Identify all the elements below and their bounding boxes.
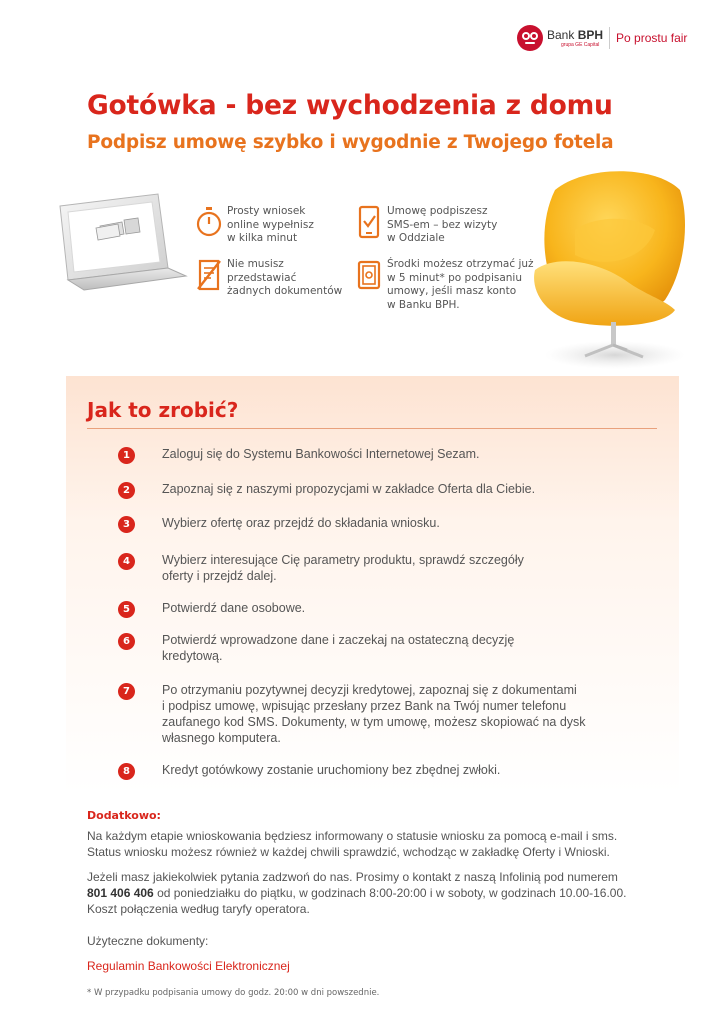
step-item bbox=[118, 552, 642, 584]
feature-text: Prosty wniosek online wypełnisz w kilka minut bbox=[227, 205, 314, 244]
step-text: Kredyt gotówkowy zostanie uruchomiony bez zbędnej zwłoki. bbox=[162, 763, 501, 777]
armchair-illustration-icon bbox=[515, 160, 690, 375]
step-text: Potwierdź dane osobowe. bbox=[162, 601, 306, 615]
stopwatch-icon bbox=[195, 205, 223, 239]
logo-divider bbox=[609, 27, 610, 49]
phone-check-icon bbox=[355, 205, 383, 239]
step-number-badge: 6 bbox=[118, 633, 135, 650]
step-number-badge: 2 bbox=[118, 482, 135, 499]
status-info-paragraph: Na każdym etapie wnioskowania będziesz informowany o statusie wniosku za pomocą e-mail i sms. Status wniosku możesz również w każdej chwili sprawdzić, wchodząc w zakładkę Oferty i Wnioski. bbox=[87, 829, 618, 859]
step-item bbox=[118, 600, 642, 618]
step-number-badge: 8 bbox=[118, 763, 135, 780]
additional-info-title: Dodatkowo: bbox=[87, 809, 161, 822]
electronic-banking-regulations-link[interactable]: Regulamin Bankowości Elektronicznej bbox=[87, 959, 290, 973]
page-subtitle: Podpisz umowę szybko i wygodnie z Twojego fotela bbox=[87, 132, 614, 153]
feature-text: Umowę podpiszesz SMS-em – bez wizyty w Oddziale bbox=[387, 205, 498, 244]
logo-subline: grupa GE Capital bbox=[561, 41, 600, 48]
step-text: Zaloguj się do Systemu Bankowości Internetowej Sezam. bbox=[162, 447, 480, 461]
step-text: Wybierz interesujące Cię parametry produktu, sprawdź szczegóły oferty i przejdź dalej. bbox=[162, 553, 524, 583]
step-item bbox=[118, 632, 642, 664]
step-number-badge: 3 bbox=[118, 516, 135, 533]
money-icon bbox=[355, 258, 383, 292]
how-to-title: Jak to zrobić? bbox=[87, 398, 239, 422]
logo-wordmark: Bank BPH bbox=[547, 27, 604, 42]
feature-simple-application bbox=[195, 205, 314, 246]
step-number-badge: 1 bbox=[118, 447, 135, 464]
feature-text: Nie musisz przedstawiać żadnych dokumentów bbox=[227, 258, 343, 297]
step-text: Zapoznaj się z naszymi propozycjami w zakładce Oferta dla Ciebie. bbox=[162, 482, 536, 496]
step-number-badge: 7 bbox=[118, 683, 135, 700]
infoline-phone-number: 801 406 406 bbox=[87, 886, 154, 900]
step-text: Potwierdź wprowadzone dane i zaczekaj na ostateczną decyzję kredytową. bbox=[162, 633, 515, 663]
step-item bbox=[118, 481, 642, 499]
step-item bbox=[118, 446, 642, 464]
step-number-badge: 4 bbox=[118, 553, 135, 570]
useful-documents-label: Użyteczne dokumenty: bbox=[87, 934, 209, 948]
feature-text: Środki możesz otrzymać już w 5 minut* po podpisaniu umowy, jeśli masz konto w Banku BPH. bbox=[387, 258, 534, 311]
contact-info-paragraph: Jeżeli masz jakiekolwiek pytania zadzwoń do nas. Prosimy o kontakt z naszą Infolinią pod numerem 801 406 406 od poniedziałku do piątku, w godzinach 8:00-20:00 i w soboty, w godzinach 10.00-16.00. Koszt połączenia według taryfy operatora. bbox=[87, 870, 627, 916]
footnote: * W przypadku podpisania umowy do godz. 20:00 w dni powszednie. bbox=[87, 988, 380, 998]
step-text: Po otrzymaniu pozytywnej decyzji kredytowej, zapoznaj się z dokumentami i podpisz umowę, wpisując przesłany przez Bank na Twój numer telefonu zaufanego kod SMS. Dokumenty, w tym umowę, możesz skopiować na dysk własnego komputera. bbox=[162, 683, 586, 745]
step-text: Wybierz ofertę oraz przejdź do składania wniosku. bbox=[162, 516, 440, 530]
feature-no-documents bbox=[195, 258, 342, 299]
no-document-icon bbox=[195, 258, 223, 292]
feature-sms-signature bbox=[355, 205, 497, 246]
feature-fast-funds bbox=[355, 258, 534, 312]
step-number-badge: 5 bbox=[118, 601, 135, 618]
step-item bbox=[118, 682, 642, 746]
page-title: Gotówka - bez wychodzenia z domu bbox=[87, 90, 613, 121]
laptop-illustration-icon bbox=[50, 188, 190, 293]
step-item bbox=[118, 762, 642, 780]
step-item bbox=[118, 515, 642, 533]
bank-bph-logo-icon bbox=[516, 24, 544, 52]
bank-logo bbox=[516, 24, 687, 52]
section-divider bbox=[87, 428, 657, 429]
logo-slogan: Po prostu fair bbox=[616, 31, 688, 45]
